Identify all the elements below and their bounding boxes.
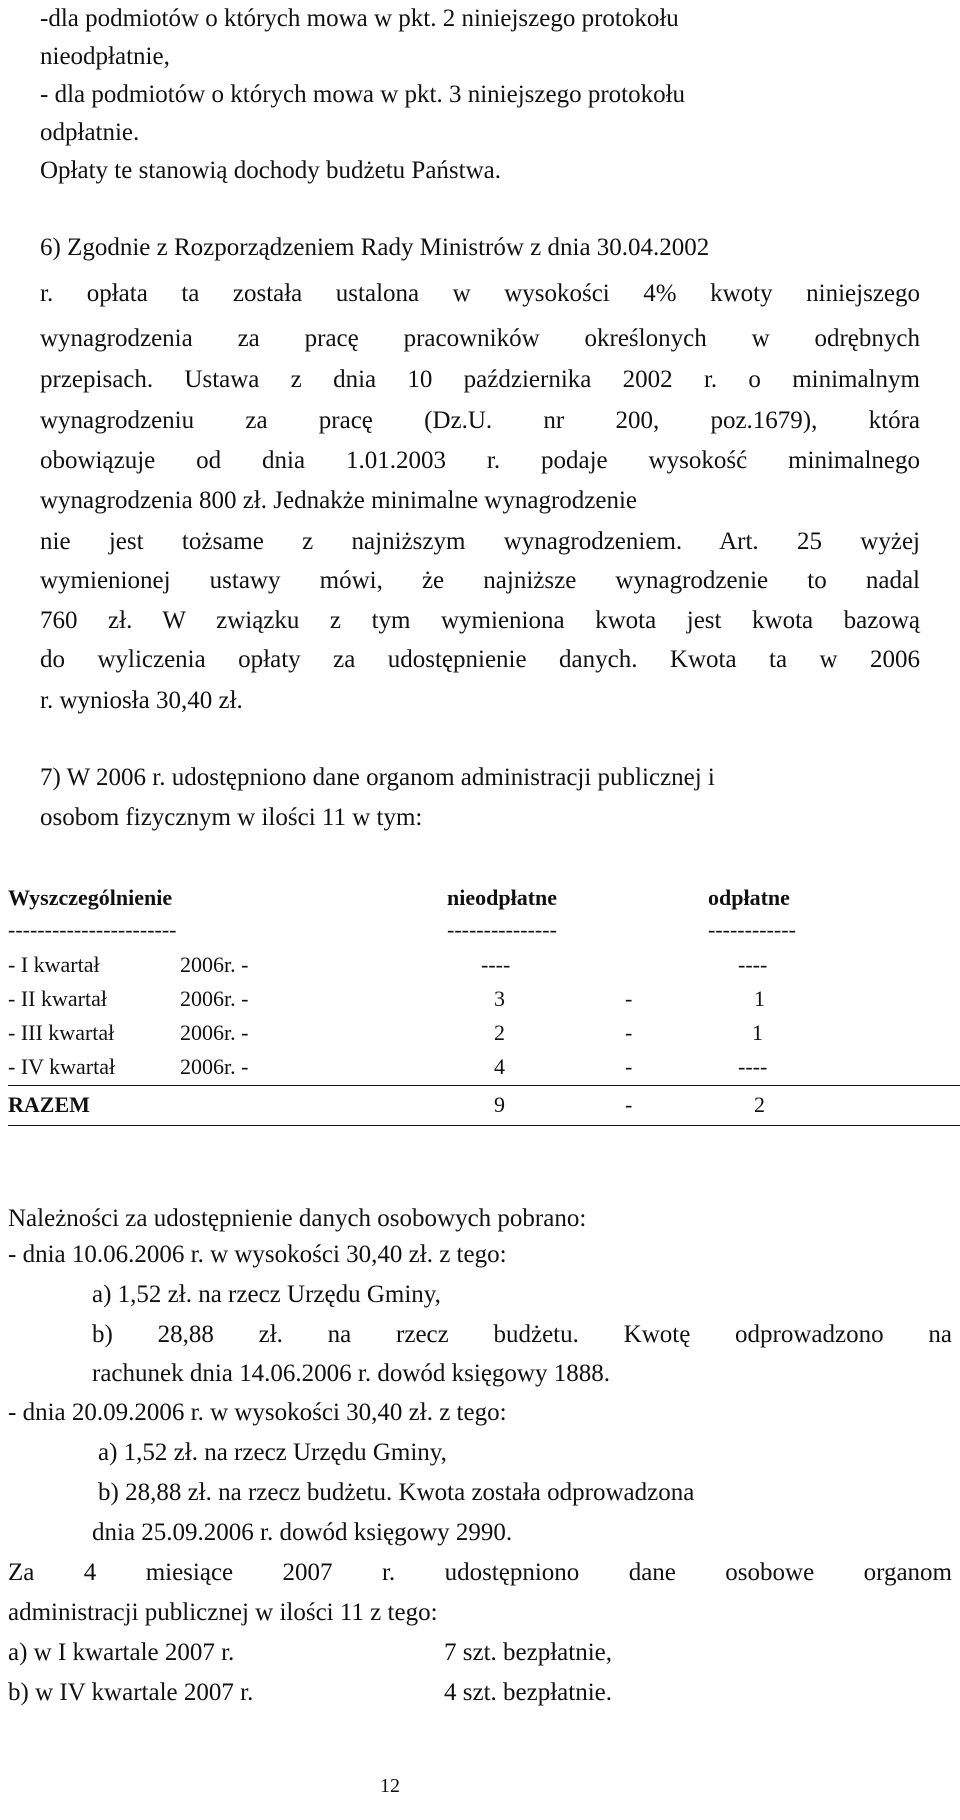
y2007-item-b-label: b) w IV kwartale 2007 r. [8,1679,254,1706]
fees-line-3: a) 1,52 zł. na rzecz Urzędu Gminy, [92,1281,441,1308]
fees-line-4: b) 28,88 zł. na rzecz budżetu. Kwotę odprowadzono na [92,1321,952,1348]
table-row-paid: ---- [738,952,768,977]
fees-line-9: dnia 25.09.2006 r. dowód księgowy 2990. [92,1519,513,1546]
table-row-free: 2 [494,1020,505,1045]
table-top-rule [8,1085,960,1086]
y2007-item-a-value: 7 szt. bezpłatnie, [444,1639,612,1666]
table-header-paid: odpłatne [708,885,790,910]
table-bottom-rule [8,1125,960,1126]
intro-line-4: odpłatnie. [40,119,140,146]
p6-line-9: wymienionej ustawy mówi, że najniższe wynagrodzenie to nadal [40,567,920,594]
p6-line-7: wynagrodzenia 800 zł. Jednakże minimalne wynagrodzenie [40,487,637,514]
table-row-free: 4 [494,1054,505,1079]
intro-line-1: -dla podmiotów o których mowa w pkt. 2 niniejszego protokołu [40,5,679,32]
y2007-line-2: administracji publicznej w ilości 11 z tego: [8,1599,438,1626]
table-total-paid: 2 [754,1092,765,1117]
p6-line-1: 6) Zgodnie z Rozporządzeniem Rady Ministrów z dnia 30.04.2002 [40,234,710,261]
table-row-free: ---- [481,952,511,977]
table-row-label: - III kwartał [8,1020,115,1045]
table-total-label: RAZEM [8,1092,90,1117]
table-row-label: - II kwartał [8,986,107,1011]
table-row-year: 2006r. - [180,1054,249,1079]
table-row-paid: 1 [754,986,765,1011]
p6-line-3: wynagrodzenia za pracę pracowników określonych w odrębnych [40,325,920,352]
p6-line-8: nie jest tożsame z najniższym wynagrodzeniem. Art. 25 wyżej [40,528,920,555]
table-row-year: 2006r. - [180,986,249,1011]
table-row-separator: - [625,986,633,1011]
intro-line-3: - dla podmiotów o których mowa w pkt. 3 niniejszego protokołu [40,81,686,108]
fees-line-2: - dnia 10.06.2006 r. w wysokości 30,40 zł. z tego: [8,1241,507,1268]
p6-line-6: obowiązuje od dnia 1.01.2003 r. podaje wysokość minimalnego [40,447,920,474]
p7-line-2: osobom fizycznym w ilości 11 w tym: [40,804,423,831]
table-total-separator: - [625,1092,633,1117]
table-total-free: 9 [494,1092,505,1117]
table-row-free: 3 [494,986,505,1011]
table-dash-paid: ------------ [708,917,796,942]
table-row-paid: ---- [738,1054,768,1079]
fees-line-5: rachunek dnia 14.06.2006 r. dowód księgowy 1888. [92,1360,610,1387]
p6-line-4: przepisach. Ustawa z dnia 10 października 2002 r. o minimalnym [40,366,920,393]
y2007-line-1: Za 4 miesiące 2007 r. udostępniono dane osobowe organom [8,1559,952,1586]
table-row-label: - I kwartał [8,952,100,977]
table-row-paid: 1 [752,1020,763,1045]
p6-line-12: r. wyniosła 30,40 zł. [40,687,243,714]
p6-line-10: 760 zł. W związku z tym wymieniona kwota jest kwota bazową [40,607,920,634]
table-row-label: - IV kwartał [8,1054,116,1079]
page-number: 12 [380,1775,400,1797]
table-row-year: 2006r. - [180,952,249,977]
fees-line-1: Należności za udostępnienie danych osobowych pobrano: [8,1205,587,1232]
y2007-item-b-value: 4 szt. bezpłatnie. [444,1679,612,1706]
p6-line-5: wynagrodzeniu za pracę (Dz.U. nr 200, poz.1679), która [40,407,920,434]
table-row-year: 2006r. - [180,1020,249,1045]
fees-line-7: a) 1,52 zł. na rzecz Urzędu Gminy, [98,1439,447,1466]
p7-line-1: 7) W 2006 r. udostępniono dane organom administracji publicznej i [40,764,715,791]
fees-line-8: b) 28,88 zł. na rzecz budżetu. Kwota została odprowadzona [98,1479,695,1506]
table-header-description: Wyszczególnienie [8,885,173,910]
y2007-item-a-label: a) w I kwartale 2007 r. [8,1639,235,1666]
p6-line-2: r. opłata ta została ustalona w wysokości 4% kwoty niniejszego [40,280,920,307]
table-row-separator: - [625,1020,633,1045]
intro-line-2: nieodpłatnie, [40,43,170,70]
intro-line-5: Opłaty te stanowią dochody budżetu Państwa. [40,157,502,184]
fees-line-6: - dnia 20.09.2006 r. w wysokości 30,40 zł. z tego: [8,1399,507,1426]
table-dash-description: ----------------------- [8,917,177,942]
table-header-free: nieodpłatne [447,885,558,910]
table-row-separator: - [625,1054,633,1079]
table-dash-free: --------------- [447,917,557,942]
p6-line-11: do wyliczenia opłaty za udostępnienie danych. Kwota ta w 2006 [40,646,920,673]
